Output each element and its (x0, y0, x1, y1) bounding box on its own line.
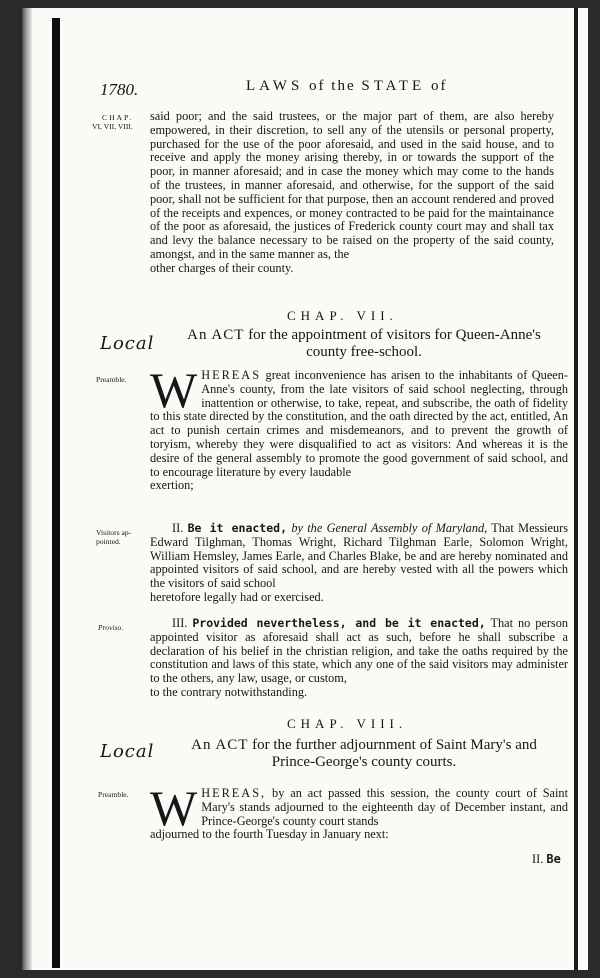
act-title-line: for the appointment of visitors for Queen-Anne's (248, 327, 541, 343)
paragraph-text: said poor; and the said trustees, or the major part of them, are also hereby empowered, in their discretion, to sell any of the utensils or personal property, purchased for the use of the poor aforesaid, and used in the said house, and to receive and apply the money arising thereby, in or towards the support of the poor, in manner aforesaid; and in case the money which may come to the hands of the trustees, in manner aforesaid, and otherwise, for the support of the said poor, shall not be sufficient for that purpose, then an account rendered and proved of the receipts and expences, or money contracted to be paid for the maintainance of the poor as aforesaid, the justices of Frederick county court may and shall tax and levy the balance necessary to be raised on the property of the said county, amongst, and in the same manner as, the (150, 109, 554, 261)
page-binding (22, 8, 32, 970)
margin-visitors-appointed-1: Visitors ap- (96, 528, 132, 537)
running-head (246, 78, 447, 95)
paragraph-last-line: other charges of their county. (150, 260, 294, 275)
paragraph-last-line: exertion; (150, 478, 194, 493)
margin-preamble: Preamble. (98, 790, 129, 799)
handwritten-annotation: Local (100, 333, 155, 354)
preamble-lead: HEREAS, (201, 786, 267, 800)
catchword (532, 852, 561, 867)
left-page-edge (52, 18, 60, 968)
running-head-of: of (430, 78, 448, 94)
margin-chap-numbers: VI, VII, VIII. (92, 122, 133, 131)
continuation-paragraph (150, 110, 554, 276)
drop-cap: W (150, 780, 198, 836)
act-title (154, 737, 574, 771)
preamble-lead: HEREAS (201, 368, 262, 382)
section-number: II. (172, 521, 184, 535)
paragraph-last-line: adjourned to the fourth Tuesday in January next: (150, 827, 389, 842)
right-page-edge (574, 8, 578, 970)
running-head-of-the: of the (309, 78, 356, 94)
section-paragraph (150, 522, 568, 605)
running-head-laws: LAWS (246, 78, 304, 94)
margin-chap-label: CHAP. (102, 113, 134, 122)
page-folio: 1780. (100, 80, 139, 99)
act-label: An ACT (191, 737, 249, 753)
chapter-heading: CHAP. VII. (287, 308, 398, 323)
paragraph-text: That no person appointed visitor as aforesaid shall act as such, before he shall subscribe a declaration of his belief in the christian religion, and take the oaths required by the constitution and laws of this state, which any one of the said visitors may administer to the others, any law, usage, or custom, (150, 616, 569, 686)
enacting-authority: by the General Assembly of Maryland, (291, 521, 488, 535)
chapter-heading: CHAP. VIII. (287, 716, 408, 731)
paragraph-last-line: to the contrary notwithstanding. (150, 684, 308, 699)
act-title-line: for the further adjournment of Saint Mary's and (252, 737, 537, 753)
preamble-paragraph (150, 362, 568, 493)
paragraph-last-line: heretofore legally had or exercised. (150, 589, 324, 604)
margin-preamble: Preamble. (96, 375, 127, 384)
act-label: An ACT (187, 327, 245, 343)
running-head-state: STATE (361, 78, 426, 94)
drop-cap: W (150, 362, 198, 418)
margin-visitors-appointed-2: pointed. (96, 537, 121, 546)
paragraph-text: great inconvenience has arisen to the inhabitants of Queen-Anne's county, from the late visitors of said school neglecting, through inattention or otherwise, to take, repeat, and subscribe, the oath of fidelity to this state directed by the constitution, and the oath directed by the act, entitled, An act to punish certain crimes and misdemeanors, and to prevent the growth of toryism, whereby they were disqualified to act as visitors: And whereas it is the desire of the general assembly to promote the good government of said school, and to encourage literature by every laudable (150, 368, 568, 479)
catchword-number: II. (532, 852, 544, 866)
section-paragraph (150, 617, 568, 700)
enacting-clause: Be it enacted, (187, 521, 288, 535)
preamble-paragraph (150, 780, 568, 842)
margin-proviso: Proviso. (98, 623, 124, 632)
proviso-clause: Provided nevertheless, and be it enacted, (192, 616, 486, 630)
catchword-text: Be (546, 852, 561, 866)
paragraph-text: by an act passed this session, the county court of Saint Mary's stands adjourned to the eighteenth day of December instant, and Prince-George's county court stands (201, 786, 568, 828)
act-title (154, 327, 574, 361)
act-title-line: county free-school. (306, 344, 422, 360)
act-title-line: Prince-George's county courts. (271, 754, 457, 770)
handwritten-annotation: Local (100, 741, 155, 762)
section-number: III. (172, 616, 188, 630)
paragraph-text: That Messieurs Edward Tilghman, Thomas Wright, Richard Tilghman Earle, Solomon Wright, William Hemsley, James Earle, and Charles Blake, be and are hereby nominated and appointed visitors of said school, and are hereby vested with all the powers which the visitors of said school (150, 521, 569, 591)
